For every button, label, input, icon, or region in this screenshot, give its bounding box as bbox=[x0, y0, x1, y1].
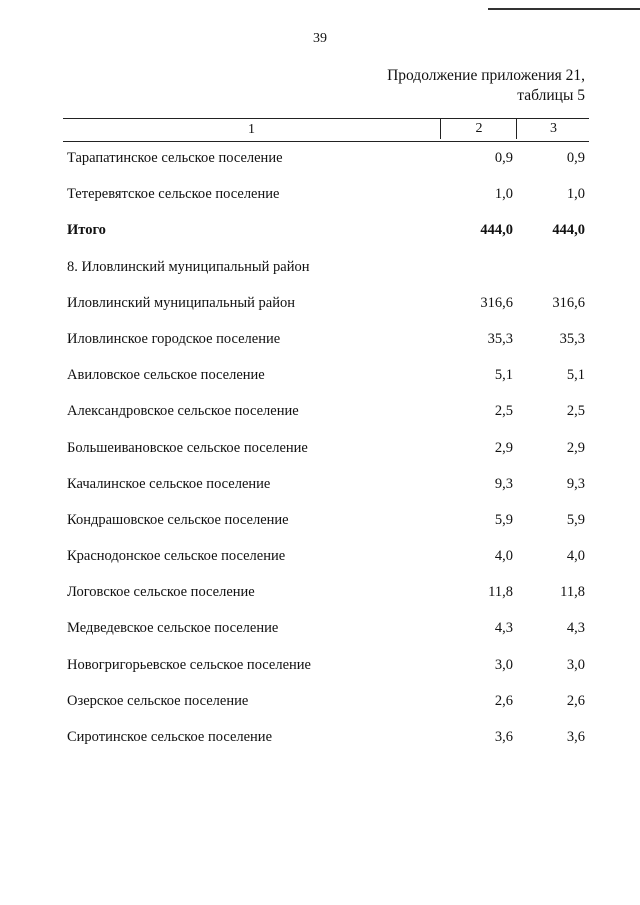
row-name: Медведевское сельское поселение bbox=[67, 620, 279, 637]
table-row bbox=[63, 620, 589, 656]
row-value-col-2: 3,6 bbox=[494, 729, 513, 745]
row-value-col-3: 35,3 bbox=[559, 330, 585, 347]
row-name: Сиротинское сельское поселение bbox=[67, 729, 273, 745]
table-row bbox=[63, 657, 589, 693]
row-value-col-2: 3,0 bbox=[494, 656, 513, 673]
continuation-note bbox=[387, 66, 585, 106]
row-name: Александровское сельское поселение bbox=[67, 403, 299, 420]
table-row bbox=[63, 693, 589, 729]
table-row bbox=[63, 512, 589, 548]
row-value-col-3: 3,0 bbox=[566, 656, 585, 673]
table-row bbox=[63, 476, 589, 512]
row-value-col-2: 2,9 bbox=[494, 439, 513, 456]
row-value-col-3: 2,9 bbox=[566, 439, 585, 456]
row-value-col-2: 5,1 bbox=[494, 367, 513, 384]
row-value-col-3: 4,0 bbox=[566, 548, 585, 565]
table-row bbox=[63, 331, 589, 367]
row-value-col-3: 2,6 bbox=[566, 692, 585, 709]
row-name: Тетеревятское сельское поселение bbox=[67, 186, 280, 203]
row-value-col-2: 9,3 bbox=[494, 475, 513, 492]
row-value-col-2: 1,0 bbox=[494, 186, 513, 203]
row-value-col-3: 4,3 bbox=[566, 620, 585, 637]
row-name: Иловлинский муниципальный район bbox=[67, 294, 295, 311]
table-row bbox=[63, 150, 589, 186]
page-number: 39 bbox=[313, 31, 327, 46]
row-value-col-3: 1,0 bbox=[566, 186, 585, 203]
row-value-col-2: 444,0 bbox=[480, 222, 513, 239]
row-name: Тарапатинское сельское поселение bbox=[67, 150, 283, 166]
row-name: Озерское сельское поселение bbox=[67, 692, 249, 709]
row-name: Большеивановское сельское поселение bbox=[67, 439, 308, 456]
row-name: Иловлинское городское поселение bbox=[67, 330, 281, 347]
table-row bbox=[63, 548, 589, 584]
header-col-3: 3 bbox=[516, 119, 590, 139]
row-value-col-3: 5,9 bbox=[566, 511, 585, 528]
row-value-col-2: 2,6 bbox=[494, 692, 513, 709]
table-row bbox=[63, 367, 589, 403]
row-value-col-2: 0,9 bbox=[494, 150, 513, 166]
continuation-line-2: таблицы 5 bbox=[517, 87, 585, 104]
row-name: Итого bbox=[67, 222, 106, 239]
corner-rule bbox=[488, 8, 640, 10]
row-name: Авиловское сельское поселение bbox=[67, 367, 265, 384]
row-name: Новогригорьевское сельское поселение bbox=[67, 656, 311, 673]
row-name: Кондрашовское сельское поселение bbox=[67, 511, 289, 528]
table-row bbox=[63, 584, 589, 620]
table-row bbox=[63, 403, 589, 439]
table-row bbox=[63, 295, 589, 331]
row-name: 8. Иловлинский муниципальный район bbox=[67, 258, 310, 275]
table-row bbox=[63, 729, 589, 765]
row-value-col-2: 4,3 bbox=[494, 620, 513, 637]
row-value-col-2: 5,9 bbox=[494, 511, 513, 528]
table-row bbox=[63, 186, 589, 222]
row-value-col-3: 316,6 bbox=[552, 294, 585, 311]
header-col-2: 2 bbox=[440, 119, 517, 139]
row-name: Логовское сельское поселение bbox=[67, 584, 255, 601]
row-value-col-2: 35,3 bbox=[487, 330, 513, 347]
row-value-col-3: 3,6 bbox=[566, 729, 585, 745]
row-value-col-2: 316,6 bbox=[480, 294, 513, 311]
row-name: Краснодонское сельское поселение bbox=[67, 548, 286, 565]
row-name: Качалинское сельское поселение bbox=[67, 475, 271, 492]
row-value-col-3: 0,9 bbox=[566, 150, 585, 166]
header-col-1: 1 bbox=[248, 122, 255, 137]
row-value-col-2: 4,0 bbox=[494, 548, 513, 565]
table-header-row bbox=[63, 118, 589, 142]
data-table bbox=[63, 118, 589, 745]
table-row bbox=[63, 222, 589, 258]
table-row bbox=[63, 440, 589, 476]
row-value-col-3: 9,3 bbox=[566, 475, 585, 492]
table-body bbox=[63, 150, 589, 765]
row-value-col-3: 2,5 bbox=[566, 403, 585, 420]
row-value-col-3: 5,1 bbox=[566, 367, 585, 384]
row-value-col-3: 444,0 bbox=[552, 222, 585, 239]
row-value-col-3: 11,8 bbox=[560, 584, 585, 601]
row-value-col-2: 2,5 bbox=[494, 403, 513, 420]
table-row bbox=[63, 259, 589, 295]
row-value-col-2: 11,8 bbox=[488, 584, 513, 601]
continuation-line-1: Продолжение приложения 21, bbox=[387, 67, 585, 84]
